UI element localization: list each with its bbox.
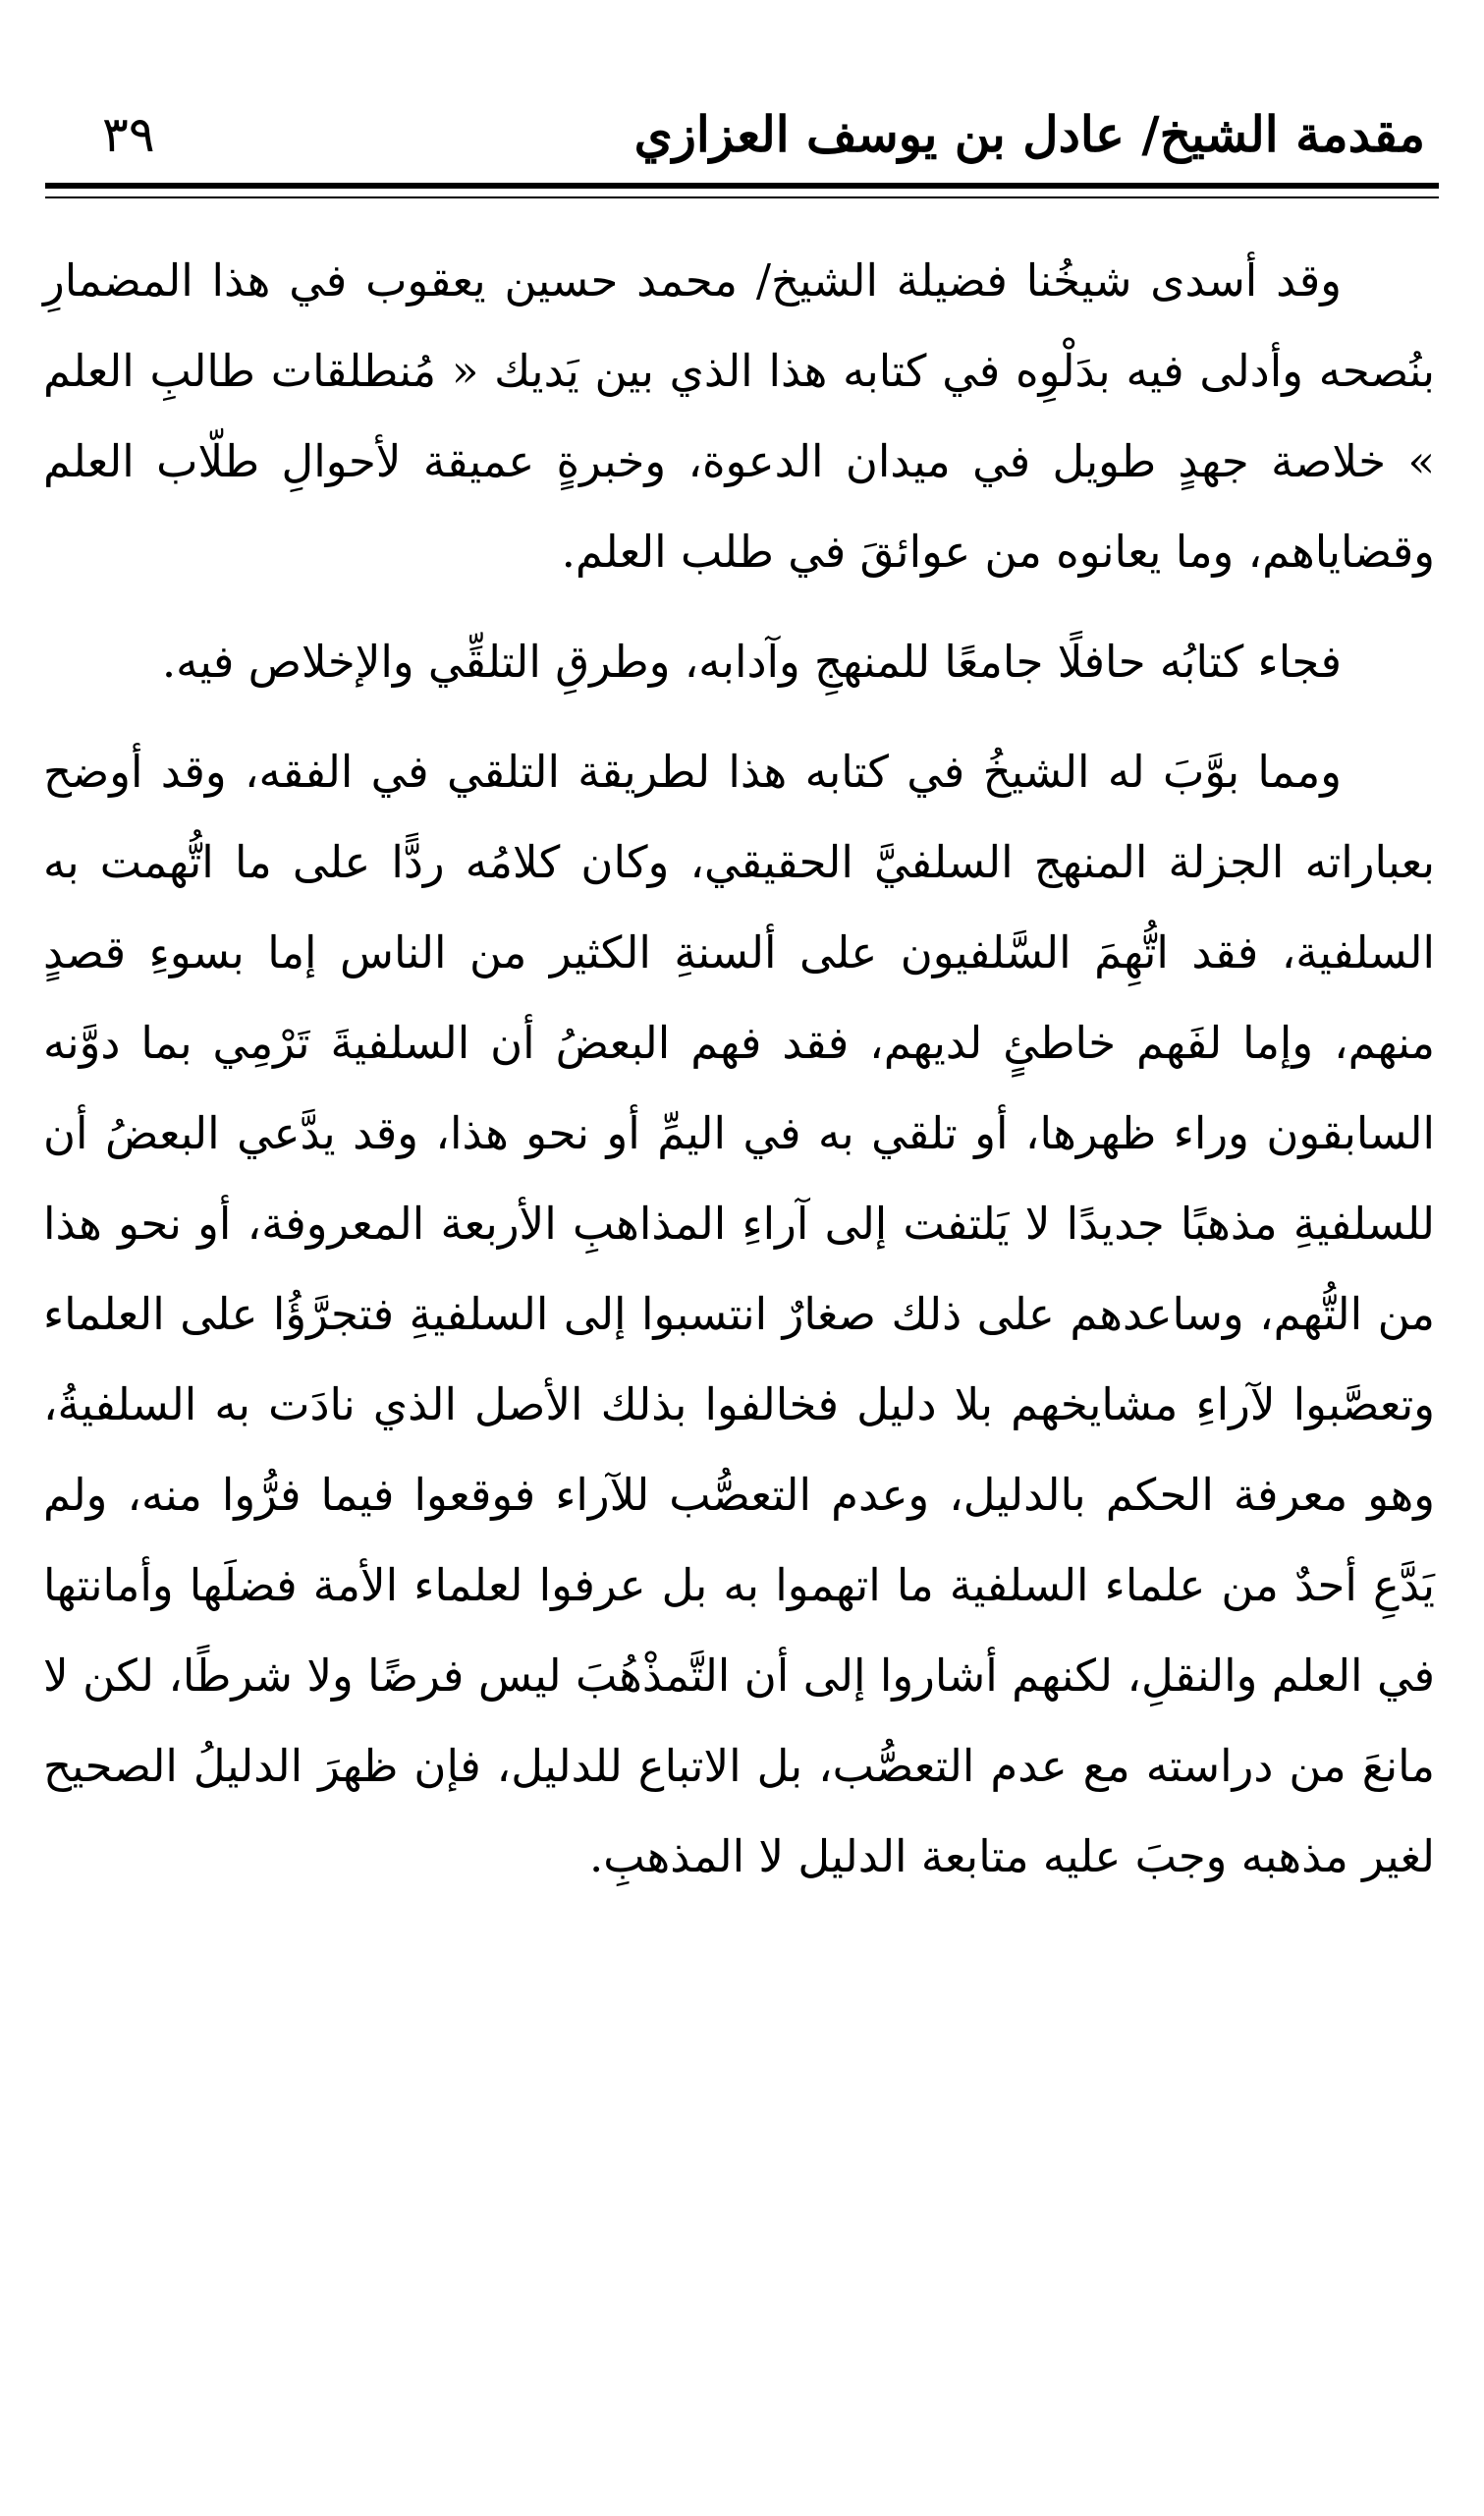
header-rule-thick [45,183,1439,189]
page-number: ٣٩ [102,106,155,163]
running-header-title: مقدمة الشيخ/ عادل بن يوسف العزازي [633,105,1425,163]
paragraph-1: وقد أسدى شيخُنا فضيلة الشيخ/ محمد حسين يعقوب في هذا المضمارِ بنُصحه وأدلى فيه بدَلْوِه في كتابه هذا الذي بين يَديك « مُنطلقات طالبِ العلم » خلاصة جهدٍ طويل في ميدان الدعوة، وخبرةٍ عميقة لأحوالِ طلّاب العلم وقضاياهم، وما يعانوه من عوائقَ في طلب العلم. [43,254,1435,578]
body-text [43,236,1435,1922]
header-rule-thin [45,196,1439,198]
running-header [59,90,1425,179]
paragraph-2: فجاء كتابُه حافلًا جامعًا للمنهجِ وآدابه، وطرقِ التلقِّي والإخلاص فيه. [161,636,1342,688]
paragraph-3: ومما بوَّبَ له الشيخُ في كتابه هذا لطريقة التلقي في الفقه، وقد أوضح بعباراته الجزلة المنهج السلفيَّ الحقيقي، وكان كلامُه ردًّا على ما اتُّهمت به السلفية، فقد اتُّهِمَ السَّلفيون على ألسنةِ الكثير من الناس إما بسوءِ قصدٍ منهم، وإما لفَهم خاطئٍ لديهم، فقد فهم البعضُ أن السلفيةَ تَرْمِي بما دوَّنه السابقون وراء ظهرها، أو تلقي به في اليمِّ أو نحو هذا، وقد يدَّعي البعضُ أن للسلفيةِ مذهبًا جديدًا لا يَلتفت إلى آراءِ المذاهبِ الأربعة المعروفة، أو نحو هذا من التُّهم، وساعدهم على ذلك صغارٌ انتسبوا إلى السلفيةِ فتجرَّؤُا على العلماء وتعصَّبوا لآراءِ مشايخهم بلا دليل فخالفوا بذلك الأصل الذي نادَت به السلفيةُ، وهو معرفة الحكم بالدليل، وعدم التعصُّب للآراء فوقعوا فيما فرُّوا منه، ولم يَدَّعِ أحدٌ من علماء السلفية ما اتهموا به بل عرفوا لعلماء الأمة فضلَها وأمانتها في العلم والنقلِ، لكنهم أشاروا إلى أن التَّمذْهُبَ ليس فرضًا ولا شرطًا، لكن لا مانعَ من دراسته مع عدم التعصُّب، بل الاتباع للدليل، فإن ظهرَ الدليلُ الصحيح لغير مذهبه وجبَ عليه متابعة الدليل لا المذهبِ. [43,746,1435,1882]
